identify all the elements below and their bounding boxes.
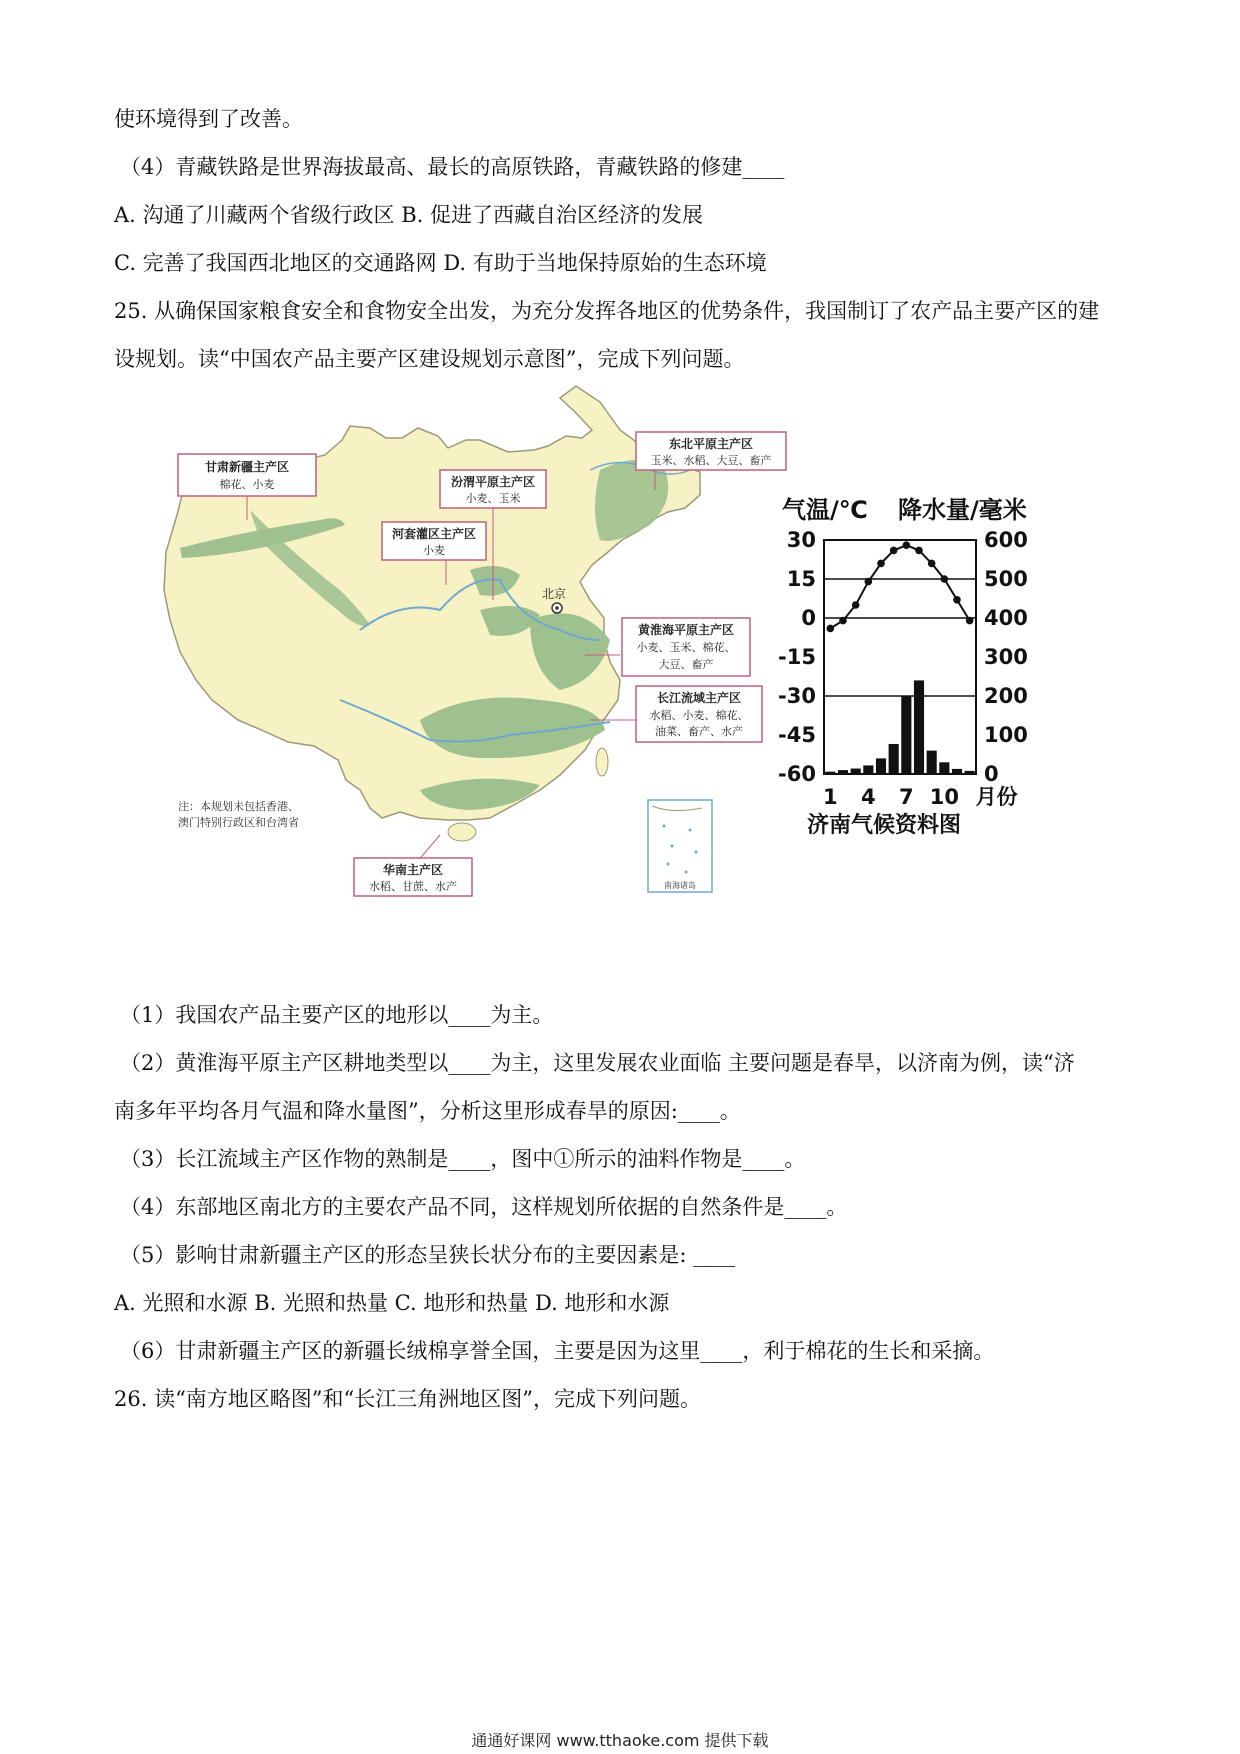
temp-point [915,547,923,555]
left-tick-label: 30 [786,528,816,552]
map-note-line1: 注：本规划未包括香港、 [178,800,299,813]
region-crops: 小麦、玉米、棉花、 [636,641,736,654]
precip-bar [889,744,899,774]
text-line-1: 使环境得到了改善。 [114,107,303,131]
beijing-label: 北京 [542,587,567,601]
precip-bar [851,769,861,774]
region-crops-2: 油菜、畜产、水产 [655,725,743,738]
china-agri-map [164,386,786,896]
temp-point [852,601,860,609]
region-crops: 水稻、甘蔗、水产 [369,880,457,893]
temp-point [966,617,974,625]
region-name: 华南主产区 [382,863,444,877]
label-gansu-xinjiang [178,454,316,496]
question-25-2: （2）黄淮海平原主产区耕地类型以____为主，这里发展农业面临 主要问题是春旱，以济南为例，读“济 [120,1051,1075,1075]
left-tick-label: -45 [778,723,816,747]
region-name: 汾渭平原主产区 [450,475,536,489]
label-changjiang [636,686,762,742]
region-crops: 玉米、水稻、大豆、畜产 [650,454,772,467]
label-northeast [636,432,786,470]
question-25-6: （6）甘肃新疆主产区的新疆长绒棉享誉全国，主要是因为这里____，利于棉花的生长和采摘。 [120,1339,995,1363]
precip-bar [914,680,924,774]
temp-point [941,575,949,583]
x-tick-label: 10 [929,785,959,809]
x-axis-label: 月份 [975,785,1018,809]
precip-bar [825,772,835,774]
precip-bar [965,771,975,774]
question-25-2-cont: 南多年平均各月气温和降水量图”，分析这里形成春旱的原因:____。 [114,1099,741,1123]
temp-point [827,625,835,633]
temp-point [839,617,847,625]
temp-point [890,547,898,555]
region-crops: 水稻、小麦、棉花、 [649,709,749,722]
precip-bar [876,758,886,774]
options-cd: C. 完善了我国西北地区的交通路网 D. 有助于当地保持原始的生态环境 [114,251,767,275]
precip-bar [838,770,848,774]
region-crops-2: 大豆、畜产 [658,658,714,671]
inset-label: 南海诸岛 [664,881,696,890]
question-25-stem-2: 设规划。读“中国农产品主要产区建设规划示意图”，完成下列问题。 [114,347,745,371]
taiwan-island [596,748,608,776]
region-crops: 小麦 [423,544,445,557]
x-tick-label: 7 [899,785,914,809]
temp-point [877,560,885,568]
footer: 通通好课网 www.tthaoke.com 提供下载 [471,1731,769,1750]
temp-point [928,560,936,568]
precip-bar [939,762,949,774]
right-tick-label: 600 [984,528,1028,552]
question-25-4: （4）东部地区南北方的主要农产品不同，这样规划所依据的自然条件是____。 [120,1195,848,1219]
china-landmass [164,386,700,820]
region-crops: 小麦、玉米 [465,492,521,505]
right-tick-label: 400 [984,606,1028,630]
question-25-3: （3）长江流域主产区作物的熟制是____，图中①所示的油料作物是____。 [120,1147,806,1171]
region-name: 河套灌区主产区 [391,527,477,541]
right-tick-label: 500 [984,567,1028,591]
question-26-stem: 26. 读“南方地区略图”和“长江三角洲地区图”，完成下列问题。 [114,1387,702,1411]
left-tick-label: -30 [778,684,816,708]
left-tick-label: -15 [778,645,816,669]
chart-ylabel-right: 降水量/毫米 [898,496,1027,524]
temp-point [903,541,911,549]
label-fenwei [440,470,546,508]
region-name: 黄淮海平原主产区 [637,623,735,637]
question-25-1: （1）我国农产品主要产区的地形以____为主。 [120,1003,554,1027]
question-25-5-options: A. 光照和水源 B. 光照和热量 C. 地形和热量 D. 地形和水源 [114,1291,670,1315]
chart-title: 济南气候资料图 [806,813,962,838]
precip-bar [863,765,873,774]
chart-ylabel-left: 气温/℃ [782,496,868,524]
label-huanghuaihai [622,618,750,676]
temp-point [953,596,961,604]
region-name: 甘肃新疆主产区 [204,460,290,474]
map-note-line2: 澳门特别行政区和台湾省 [178,816,299,829]
right-tick-label: 0 [984,762,999,786]
label-hetao [382,522,486,560]
question-24-4: （4）青藏铁路是世界海拔最高、最长的高原铁路，青藏铁路的修建____ [120,155,785,179]
region-name: 长江流域主产区 [656,691,742,705]
jinan-climate-chart [778,496,1028,838]
right-tick-label: 200 [984,684,1028,708]
region-crops: 棉花、小麦 [219,478,275,491]
temp-point [865,578,873,586]
left-tick-label: 15 [786,567,816,591]
question-25-5: （5）影响甘肃新疆主产区的形态呈狭长状分布的主要因素是: ____ [120,1243,736,1267]
region-name: 东北平原主产区 [668,437,754,451]
beijing-dot [555,606,559,610]
hainan-island [448,823,476,841]
precip-bar [927,751,937,774]
label-south [354,858,472,896]
left-tick-label: -60 [778,762,816,786]
precip-bar [901,696,911,774]
right-tick-label: 300 [984,645,1028,669]
south-sea-inset [648,800,712,892]
x-tick-label: 1 [823,785,838,809]
question-25-stem-1: 25. 从确保国家粮食安全和食物安全出发，为充分发挥各地区的优势条件，我国制订了农产品主要产区的建 [114,299,1100,323]
options-ab: A. 沟通了川藏两个省级行政区 B. 促进了西藏自治区经济的发展 [114,203,703,227]
right-tick-label: 100 [984,723,1028,747]
plot-frame [824,540,976,774]
left-tick-label: 0 [801,606,816,630]
x-tick-label: 4 [861,785,876,809]
precip-bar [952,769,962,774]
